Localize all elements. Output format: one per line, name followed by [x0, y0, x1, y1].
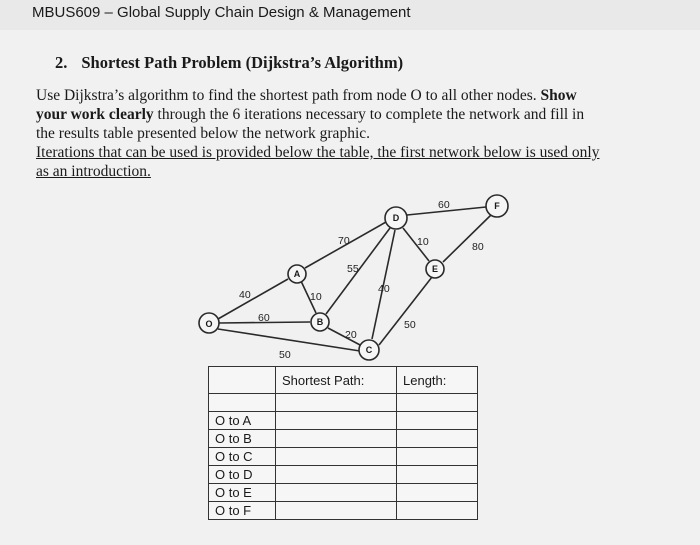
table-row: [209, 394, 478, 412]
weight-EF: 80: [472, 241, 484, 253]
table-header-cell: Shortest Path:: [276, 367, 397, 394]
shortest-path-cell[interactable]: [276, 466, 397, 484]
instruction-line-5: as an introduction.: [36, 163, 151, 180]
weight-AB: 10: [310, 291, 322, 303]
length-cell[interactable]: [397, 430, 478, 448]
course-title: MBUS609 – Global Supply Chain Design & Management: [32, 4, 411, 21]
weight-BC: 20: [345, 329, 357, 341]
weight-OB: 60: [258, 312, 270, 324]
table-cell: [209, 394, 276, 412]
length-cell[interactable]: [397, 412, 478, 430]
shortest-path-cell[interactable]: [276, 394, 397, 412]
node-label-B: B: [316, 317, 324, 327]
instruction-text: through the 6 iterations necessary to complete the network and fill in: [157, 106, 585, 123]
results-table: [208, 366, 478, 520]
node-label-E: E: [431, 264, 439, 274]
instruction-line-3: the results table presented below the network graphic.: [36, 125, 370, 142]
table-header-row: [209, 367, 478, 394]
node-label-F: F: [494, 201, 500, 211]
shortest-path-cell[interactable]: [276, 484, 397, 502]
table-row: [209, 466, 478, 484]
weight-CE: 50: [404, 319, 416, 331]
node-label-O: O: [205, 319, 213, 329]
weight-OA: 40: [239, 289, 251, 301]
question-heading: Shortest Path Problem (Dijkstra’s Algorithm): [81, 53, 404, 72]
shortest-path-cell[interactable]: [276, 448, 397, 466]
shortest-path-cell[interactable]: [276, 502, 397, 520]
weight-DF: 60: [438, 199, 450, 211]
node-label-D: D: [392, 213, 400, 223]
shortest-path-cell[interactable]: [276, 430, 397, 448]
length-cell[interactable]: [397, 502, 478, 520]
instruction-text: Use Dijkstra’s algorithm to find the shortest path from node O to all other nodes.: [36, 87, 537, 104]
table-row: [209, 412, 478, 430]
table-header-cell: Length:: [397, 367, 478, 394]
weight-OC: 50: [279, 349, 291, 361]
weight-CD: 40: [378, 283, 390, 295]
table-row: [209, 484, 478, 502]
node-label-C: C: [365, 345, 373, 355]
length-cell[interactable]: [397, 394, 478, 412]
edge-E-F: [443, 214, 492, 262]
length-cell[interactable]: [397, 448, 478, 466]
question-number: 2.: [55, 53, 68, 72]
length-cell[interactable]: [397, 466, 478, 484]
table-row: [209, 430, 478, 448]
row-label: O to B: [209, 430, 276, 448]
table-header-cell: [209, 367, 276, 394]
instruction-bold: your work clearly: [36, 106, 154, 123]
table-row: [209, 448, 478, 466]
row-label: O to E: [209, 484, 276, 502]
edge-O-A: [218, 279, 288, 319]
shortest-path-cell[interactable]: [276, 412, 397, 430]
row-label: O to D: [209, 466, 276, 484]
weight-DE: 10: [417, 236, 429, 248]
length-cell[interactable]: [397, 484, 478, 502]
instruction-bold: Show: [540, 87, 577, 104]
node-label-A: A: [293, 269, 301, 279]
row-label: O to F: [209, 502, 276, 520]
weight-BD: 55: [347, 263, 359, 275]
weight-AD: 70: [338, 235, 350, 247]
instruction-line-4: Iterations that can be used is provided below the table, the first network below is used only: [36, 144, 600, 161]
edge-O-C: [218, 329, 360, 351]
row-label: O to A: [209, 412, 276, 430]
row-label: O to C: [209, 448, 276, 466]
table-row: [209, 502, 478, 520]
